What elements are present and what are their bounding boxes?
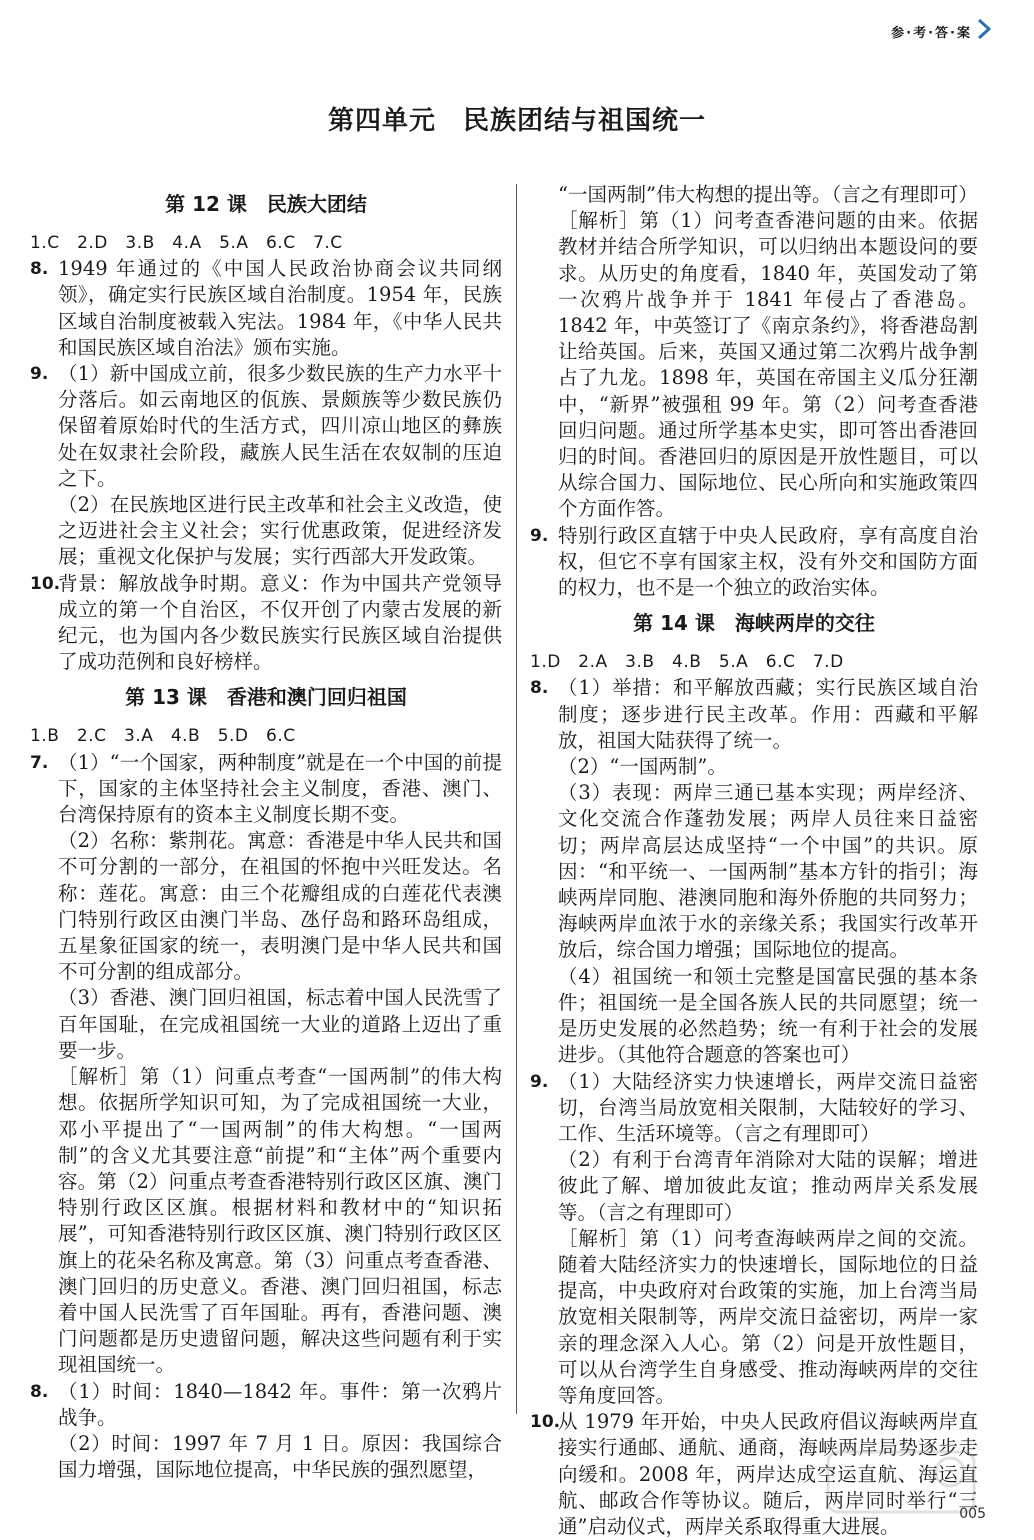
- lesson-12-q8: 8. 1949 年通过的《中国人民政治协商会议共同纲领》，确定实行民族区域自治制度。1954 年，民族区域自治制度被载入宪法。1984 年，《中华人民共和国民族区域自治法》颁布实施。: [30, 257, 502, 359]
- analysis: ［解析］第（1）问考查香港问题的由来。依据教材并结合所学知识，可以归纳出本题设问的要求。从历史的角度看，1840 年，英国发动了第一次鸦片战争并于 1841 年侵占了香港岛。1842 年，中英签订了《南京条约》，将香港岛割让给英国。后来，英国又通过第二次鸦片战争割占了九龙。1898 年，英国在帝国主义瓜分狂潮中，“新界”被强租 99 年。第（2）问考查香港回归问题。通过所学基本史实，即可答出香港回归的时间。香港回归的原因是开放性题目，可以从综合国力、国际地位、民心所向和实施政策四个方面作答。: [558, 209, 978, 521]
- lesson-14-q10: 10. 从 1979 年开始，中央人民政府倡议海峡两岸直接实行通邮、通航、通商，海峡两岸局势逐步走向缓和。2008 年，两岸达成空运直航、海运直航、邮政合作等协议。随后，两岸同时举行“三通”启动仪式，两岸关系取得重大进展。: [530, 1410, 978, 1538]
- lesson-12-q10: 10. 背景：解放战争时期。意义：作为中国共产党领导成立的第一个自治区，不仅开创了内蒙古发展的新纪元，也为国内各少数民族实行民族区域自治提供了成功范例和良好榜样。: [30, 571, 502, 674]
- lesson-12-q9: 9. （1）新中国成立前，很多少数民族的生产力水平十分落后。如云南地区的佤族、景颇族等少数民族仍保留着原始时代的生活方式，四川凉山地区的彝族处在奴隶社会阶段，藏族人民生活在农奴制的压迫之下。 （2）在民族地区进行民主改革和社会主义改造，使之迈进社会主义社会；实行优惠政策，促进经济发展；重视文化保护与发展；实行西部大开发政策。: [30, 362, 502, 569]
- column-divider: [516, 184, 517, 1414]
- question-number: 10.: [30, 573, 61, 594]
- lesson-13-q7: 7. （1）“一个国家，两种制度”就是在一个中国的前提下，国家的主体坚持社会主义制度，香港、澳门、台湾保持原有的资本主义制度长期不变。 （2）名称：紫荆花。寓意：香港是中华人民共和国不可分割的一部分，在祖国的怀抱中兴旺发达。名称：莲花。寓意：由三个花瓣组成的白莲花代表澳门特别行政区由澳门半岛、氹仔岛和路环岛组成，五星象征国家的统一，表明澳门是中华人民共和国不可分割的组成部分。 （3）香港、澳门回归祖国，标志着中国人民洗雪了百年国耻，在完成祖国统一大业的道路上迈出了重要一步。 ［解析］第（1）问重点考查“一国两制”的伟大构想。依据所学知识可知，为了完成祖国统一大业，邓小平提出了“一国两制”的伟大构想。“一国两制”的含义尤其要注意“前提”和“主体”两个重要内容。第（2）问重点考查香港特别行政区区旗、澳门特别行政区区旗。根据材料和教材中的“知识拓展”，可知香港特别行政区区旗、澳门特别行政区区旗上的花朵名称及寓意。第（3）问重点考查香港、澳门回归的历史意义。香港、澳门回归祖国，标志着中国人民洗雪了百年国耻。再有，香港问题、澳门问题都是历史遗留问题，解决这些问题有利于实现祖国统一。: [30, 750, 502, 1379]
- question-number: 9.: [530, 525, 549, 546]
- lesson-13-q9: 9. 特别行政区直辖于中央人民政府，享有高度自治权，但它不享有国家主权，没有外交和国防方面的权力，也不是一个独立的政治实体。: [530, 523, 978, 600]
- analysis: ［解析］第（1）问重点考查“一国两制”的伟大构想。依据所学知识可知，为了完成祖国统一大业，邓小平提出了“一国两制”的伟大构想。“一国两制”的含义尤其要注意“前提”和“主体”两个重要内容。第（2）问重点考查香港特别行政区区旗、澳门特别行政区区旗。根据材料和教材中的“知识拓展”，可知香港特别行政区区旗、澳门特别行政区区旗上的花朵名称及寓意。第（3）问重点考查香港、澳门回归的历史意义。香港、澳门回归祖国，标志着中国人民洗雪了百年国耻。再有，香港问题、澳门问题都是历史遗留问题，解决这些问题有利于实现祖国统一。: [58, 1065, 502, 1377]
- lesson-14-choice-answers: 1.D 2.A 3.B 4.B 5.A 6.C 7.D: [530, 652, 844, 673]
- lesson-13-title: 第 13 课 香港和澳门回归祖国: [125, 685, 407, 710]
- analysis: ［解析］第（1）问考查海峡两岸之间的交流。随着大陆经济实力的快速增长，国际地位的日益提高，中央政府对台政策的实施，加上台湾当局放宽相关限制等，两岸交流日益密切，两岸一家亲的理念深入人心。第（2）问是开放性题目，可以从台湾学生自身感受、推动海峡两岸的交往等角度回答。: [558, 1226, 978, 1407]
- lesson-13-q8-continued: “一国两制”伟大构想的提出等。（言之有理即可） ［解析］第（1）问考查香港问题的由来。依据教材并结合所学知识，可以归纳出本题设问的要求。从历史的角度看，1840 年，英国发动了第一次鸦片战争并于 1841 年侵占了香港岛。1842 年，中英签订了《南京条约》，将香港岛割让给英国。后来，英国又通过第二次鸦片战争割占了九龙。1898 年，英国在帝国主义瓜分狂潮中，“新界”被强租 99 年。第（2）问考查香港回归问题。通过所学基本史实，即可答出香港回归的时间。香港回归的原因是开放性题目，可以从综合国力、国际地位、民心所向和实施政策四个方面作答。: [530, 182, 978, 523]
- left-column: [30, 182, 502, 1483]
- question-number: 10.: [530, 1412, 561, 1433]
- lesson-13-q8: 8. （1）时间：1840—1842 年。事件：第一次鸦片战争。 （2）时间：1997 年 7 月 1 日。原因：我国综合国力增强，国际地位提高，中华民族的强烈愿望，: [30, 1379, 502, 1482]
- question-number: 9.: [530, 1071, 549, 1092]
- question-number: 8.: [30, 259, 49, 280]
- lesson-12-choice-answers: 1.C 2.D 3.B 4.A 5.A 6.C 7.C: [30, 233, 343, 253]
- page-number: 005: [959, 1506, 986, 1522]
- lesson-12-title: 第 12 课 民族大团结: [165, 192, 367, 216]
- header-tag: 参·考·答·案: [891, 26, 972, 41]
- lesson-14-q9: 9. （1）大陆经济实力快速增长，两岸交流日益密切，台湾当局放宽相关限制，大陆较好的学习、工作、生活环境等。（言之有理即可） （2）有利于台湾青年消除对大陆的误解；增进彼此了解、增加彼此友谊；推动两岸关系发展等。（言之有理即可） ［解析］第（1）问考查海峡两岸之间的交流。随着大陆经济实力的快速增长，国际地位的日益提高，中央政府对台政策的实施，加上台湾当局放宽相关限制等，两岸交流日益密切，两岸一家亲的理念深入人心。第（2）问是开放性题目，可以从台湾学生自身感受、推动海峡两岸的交往等角度回答。: [530, 1069, 978, 1410]
- right-column: [530, 182, 978, 1540]
- chevron-right-icon: [976, 18, 992, 40]
- lesson-13-choice-answers: 1.B 2.C 3.A 4.B 5.D 6.C: [30, 726, 296, 747]
- lesson-14-title: 第 14 课 海峡两岸的交往: [633, 611, 875, 636]
- unit-title: 第四单元 民族团结与祖国统一: [327, 106, 706, 136]
- question-number: 9.: [30, 364, 49, 385]
- question-number: 7.: [30, 752, 49, 773]
- question-number: 8.: [30, 1381, 49, 1402]
- watermark-logo: [826, 1450, 976, 1514]
- question-number: 8.: [530, 678, 549, 699]
- lesson-14-q8: 8. （1）举措：和平解放西藏；实行民族区域自治制度；逐步进行民主改革。作用：西藏和平解放，祖国大陆获得了统一。 （2）“一国两制”。 （3）表现：两岸三通已基本实现；两岸经济、文化交流合作蓬勃发展；两岸人员往来日益密切；两岸高层达成坚持“一个中国”的共识。原因：“和平统一、一国两制”基本方针的指引；海峡两岸同胞、港澳同胞和海外侨胞的共同努力；海峡两岸血浓于水的亲缘关系；我国实行改革开放后，综合国力增强；国际地位的提高。 （4）祖国统一和领土完整是国富民强的基本条件；祖国统一是全国各族人民的共同愿望；统一是历史发展的必然趋势；统一有利于社会的发展进步。（其他符合题意的答案也可）: [530, 676, 978, 1067]
